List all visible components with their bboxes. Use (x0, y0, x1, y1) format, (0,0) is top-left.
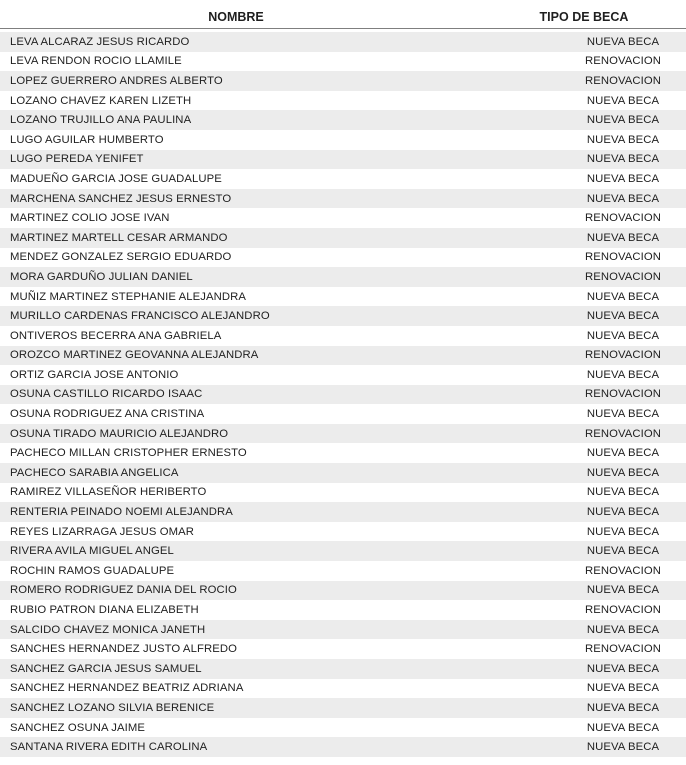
scholarship-type-cell: NUEVA BECA (586, 290, 660, 303)
student-name-cell: LUGO PEREDA YENIFET (10, 153, 144, 166)
student-name-cell: SANCHEZ LOZANO SILVIA BERENICE (10, 701, 215, 714)
scholarship-type-cell: RENOVACION (584, 427, 662, 440)
scholarship-type-cell: RENOVACION (584, 349, 662, 362)
student-name-cell: MUÑIZ MARTINEZ STEPHANIE ALEJANDRA (10, 290, 247, 303)
table-row (0, 248, 686, 268)
table-row (0, 346, 686, 366)
student-name-cell: PACHECO MILLAN CRISTOPHER ERNESTO (10, 447, 247, 460)
table-row (0, 522, 686, 542)
table-row (0, 32, 686, 52)
table-row (0, 267, 686, 287)
student-name-cell: RIVERA AVILA MIGUEL ANGEL (10, 545, 174, 558)
student-name-cell: OSUNA CASTILLO RICARDO ISAAC (10, 388, 203, 401)
scholarship-type-cell: RENOVACION (584, 270, 662, 283)
scholarship-type-cell: NUEVA BECA (586, 310, 660, 323)
table-row (0, 189, 686, 209)
student-name-cell: MENDEZ GONZALEZ SERGIO EDUARDO (10, 251, 232, 264)
student-name-cell: ORTIZ GARCIA JOSE ANTONIO (10, 368, 179, 381)
scholarship-type-cell: NUEVA BECA (586, 623, 660, 636)
table-row (0, 718, 686, 738)
student-name-cell: ONTIVEROS BECERRA ANA GABRIELA (10, 329, 222, 342)
table-row (0, 150, 686, 170)
scholarship-type-cell: NUEVA BECA (586, 153, 660, 166)
scholarship-type-cell: RENOVACION (584, 74, 662, 87)
student-name-cell: REYES LIZARRAGA JESUS OMAR (10, 525, 195, 538)
scholarship-type-cell: RENOVACION (584, 55, 662, 68)
table-row (0, 228, 686, 248)
scholarship-type-cell: NUEVA BECA (586, 114, 660, 127)
table-row (0, 443, 686, 463)
scholarship-type-cell: RENOVACION (584, 388, 662, 401)
scholarship-type-cell: NUEVA BECA (586, 741, 660, 754)
student-name-cell: OROZCO MARTINEZ GEOVANNA ALEJANDRA (10, 349, 259, 362)
scholarship-type-cell: NUEVA BECA (586, 466, 660, 479)
student-name-cell: OSUNA RODRIGUEZ ANA CRISTINA (10, 408, 205, 421)
student-name-cell: SANCHES HERNANDEZ JUSTO ALFREDO (10, 643, 237, 656)
table-row (0, 483, 686, 503)
student-name-cell: MARTINEZ COLIO JOSE IVAN (10, 212, 170, 225)
table-row (0, 679, 686, 699)
scholarship-type-cell: NUEVA BECA (586, 94, 660, 107)
student-name-cell: PACHECO SARABIA ANGELICA (10, 466, 179, 479)
scholarship-type-cell: NUEVA BECA (586, 329, 660, 342)
table-row (0, 581, 686, 601)
table-header (0, 6, 686, 29)
student-name-cell: SALCIDO CHAVEZ MONICA JANETH (10, 623, 206, 636)
scholarship-type-cell: NUEVA BECA (586, 35, 660, 48)
student-name-cell: SANTANA RIVERA EDITH CAROLINA (10, 741, 208, 754)
table-row (0, 91, 686, 111)
student-name-cell: RAMIREZ VILLASEÑOR HERIBERTO (10, 486, 207, 499)
student-name-cell: OSUNA TIRADO MAURICIO ALEJANDRO (10, 427, 229, 440)
scholarship-type-cell: RENOVACION (584, 251, 662, 264)
student-name-cell: LOZANO CHAVEZ KAREN LIZETH (10, 94, 192, 107)
table-row (0, 52, 686, 72)
table-row (0, 541, 686, 561)
scholarship-type-cell: RENOVACION (584, 604, 662, 617)
student-name-cell: LEVA RENDON ROCIO LLAMILE (10, 55, 182, 68)
table-row (0, 639, 686, 659)
table-row (0, 698, 686, 718)
column-header-name: NOMBRE (208, 10, 264, 24)
table-row (0, 365, 686, 385)
column-header-type: TIPO DE BECA (539, 10, 629, 24)
scholarship-type-cell: NUEVA BECA (586, 231, 660, 244)
scholarship-type-cell: NUEVA BECA (586, 368, 660, 381)
scholarship-type-cell: NUEVA BECA (586, 506, 660, 519)
table-row (0, 306, 686, 326)
scholarship-type-cell: RENOVACION (584, 564, 662, 577)
student-name-cell: LEVA ALCARAZ JESUS RICARDO (10, 35, 190, 48)
table-row (0, 737, 686, 757)
student-name-cell: MORA GARDUÑO JULIAN DANIEL (10, 270, 193, 283)
table-row (0, 561, 686, 581)
student-name-cell: RENTERIA PEINADO NOEMI ALEJANDRA (10, 506, 233, 519)
student-name-cell: ROMERO RODRIGUEZ DANIA DEL ROCIO (10, 584, 237, 597)
scholarship-type-cell: NUEVA BECA (586, 133, 660, 146)
table-row (0, 502, 686, 522)
scholarship-type-cell: NUEVA BECA (586, 545, 660, 558)
student-name-cell: MARTINEZ MARTELL CESAR ARMANDO (10, 231, 228, 244)
scholarship-type-cell: NUEVA BECA (586, 721, 660, 734)
table-row (0, 424, 686, 444)
student-name-cell: ROCHIN RAMOS GUADALUPE (10, 564, 175, 577)
table-row (0, 208, 686, 228)
table-row (0, 620, 686, 640)
scholarship-type-cell: RENOVACION (584, 212, 662, 225)
student-name-cell: SANCHEZ OSUNA JAIME (10, 721, 145, 734)
student-name-cell: MADUEÑO GARCIA JOSE GUADALUPE (10, 172, 222, 185)
scholarship-type-cell: NUEVA BECA (586, 447, 660, 460)
table-row (0, 385, 686, 405)
scholarship-type-cell: NUEVA BECA (586, 486, 660, 499)
student-name-cell: RUBIO PATRON DIANA ELIZABETH (10, 604, 199, 617)
table-row (0, 287, 686, 307)
scholarship-type-cell: NUEVA BECA (586, 525, 660, 538)
table-row (0, 169, 686, 189)
scholarship-type-cell: RENOVACION (584, 643, 662, 656)
scholarship-type-cell: NUEVA BECA (586, 682, 660, 695)
table-row (0, 110, 686, 130)
table-row (0, 600, 686, 620)
table-row (0, 463, 686, 483)
scholarship-type-cell: NUEVA BECA (586, 662, 660, 675)
table-row (0, 130, 686, 150)
table-row (0, 404, 686, 424)
scholarship-type-cell: NUEVA BECA (586, 192, 660, 205)
table-row (0, 326, 686, 346)
scholarship-type-cell: NUEVA BECA (586, 408, 660, 421)
student-name-cell: LUGO AGUILAR HUMBERTO (10, 133, 164, 146)
student-name-cell: LOZANO TRUJILLO ANA PAULINA (10, 114, 192, 127)
student-name-cell: SANCHEZ HERNANDEZ BEATRIZ ADRIANA (10, 682, 244, 695)
scholarship-type-cell: NUEVA BECA (586, 701, 660, 714)
student-name-cell: MARCHENA SANCHEZ JESUS ERNESTO (10, 192, 232, 205)
student-name-cell: MURILLO CARDENAS FRANCISCO ALEJANDRO (10, 310, 270, 323)
scholarship-type-cell: NUEVA BECA (586, 172, 660, 185)
table-body (0, 32, 686, 757)
table-row (0, 659, 686, 679)
student-name-cell: LOPEZ GUERRERO ANDRES ALBERTO (10, 74, 223, 87)
scholarship-type-cell: NUEVA BECA (586, 584, 660, 597)
student-name-cell: SANCHEZ GARCIA JESUS SAMUEL (10, 662, 202, 675)
table-row (0, 71, 686, 91)
